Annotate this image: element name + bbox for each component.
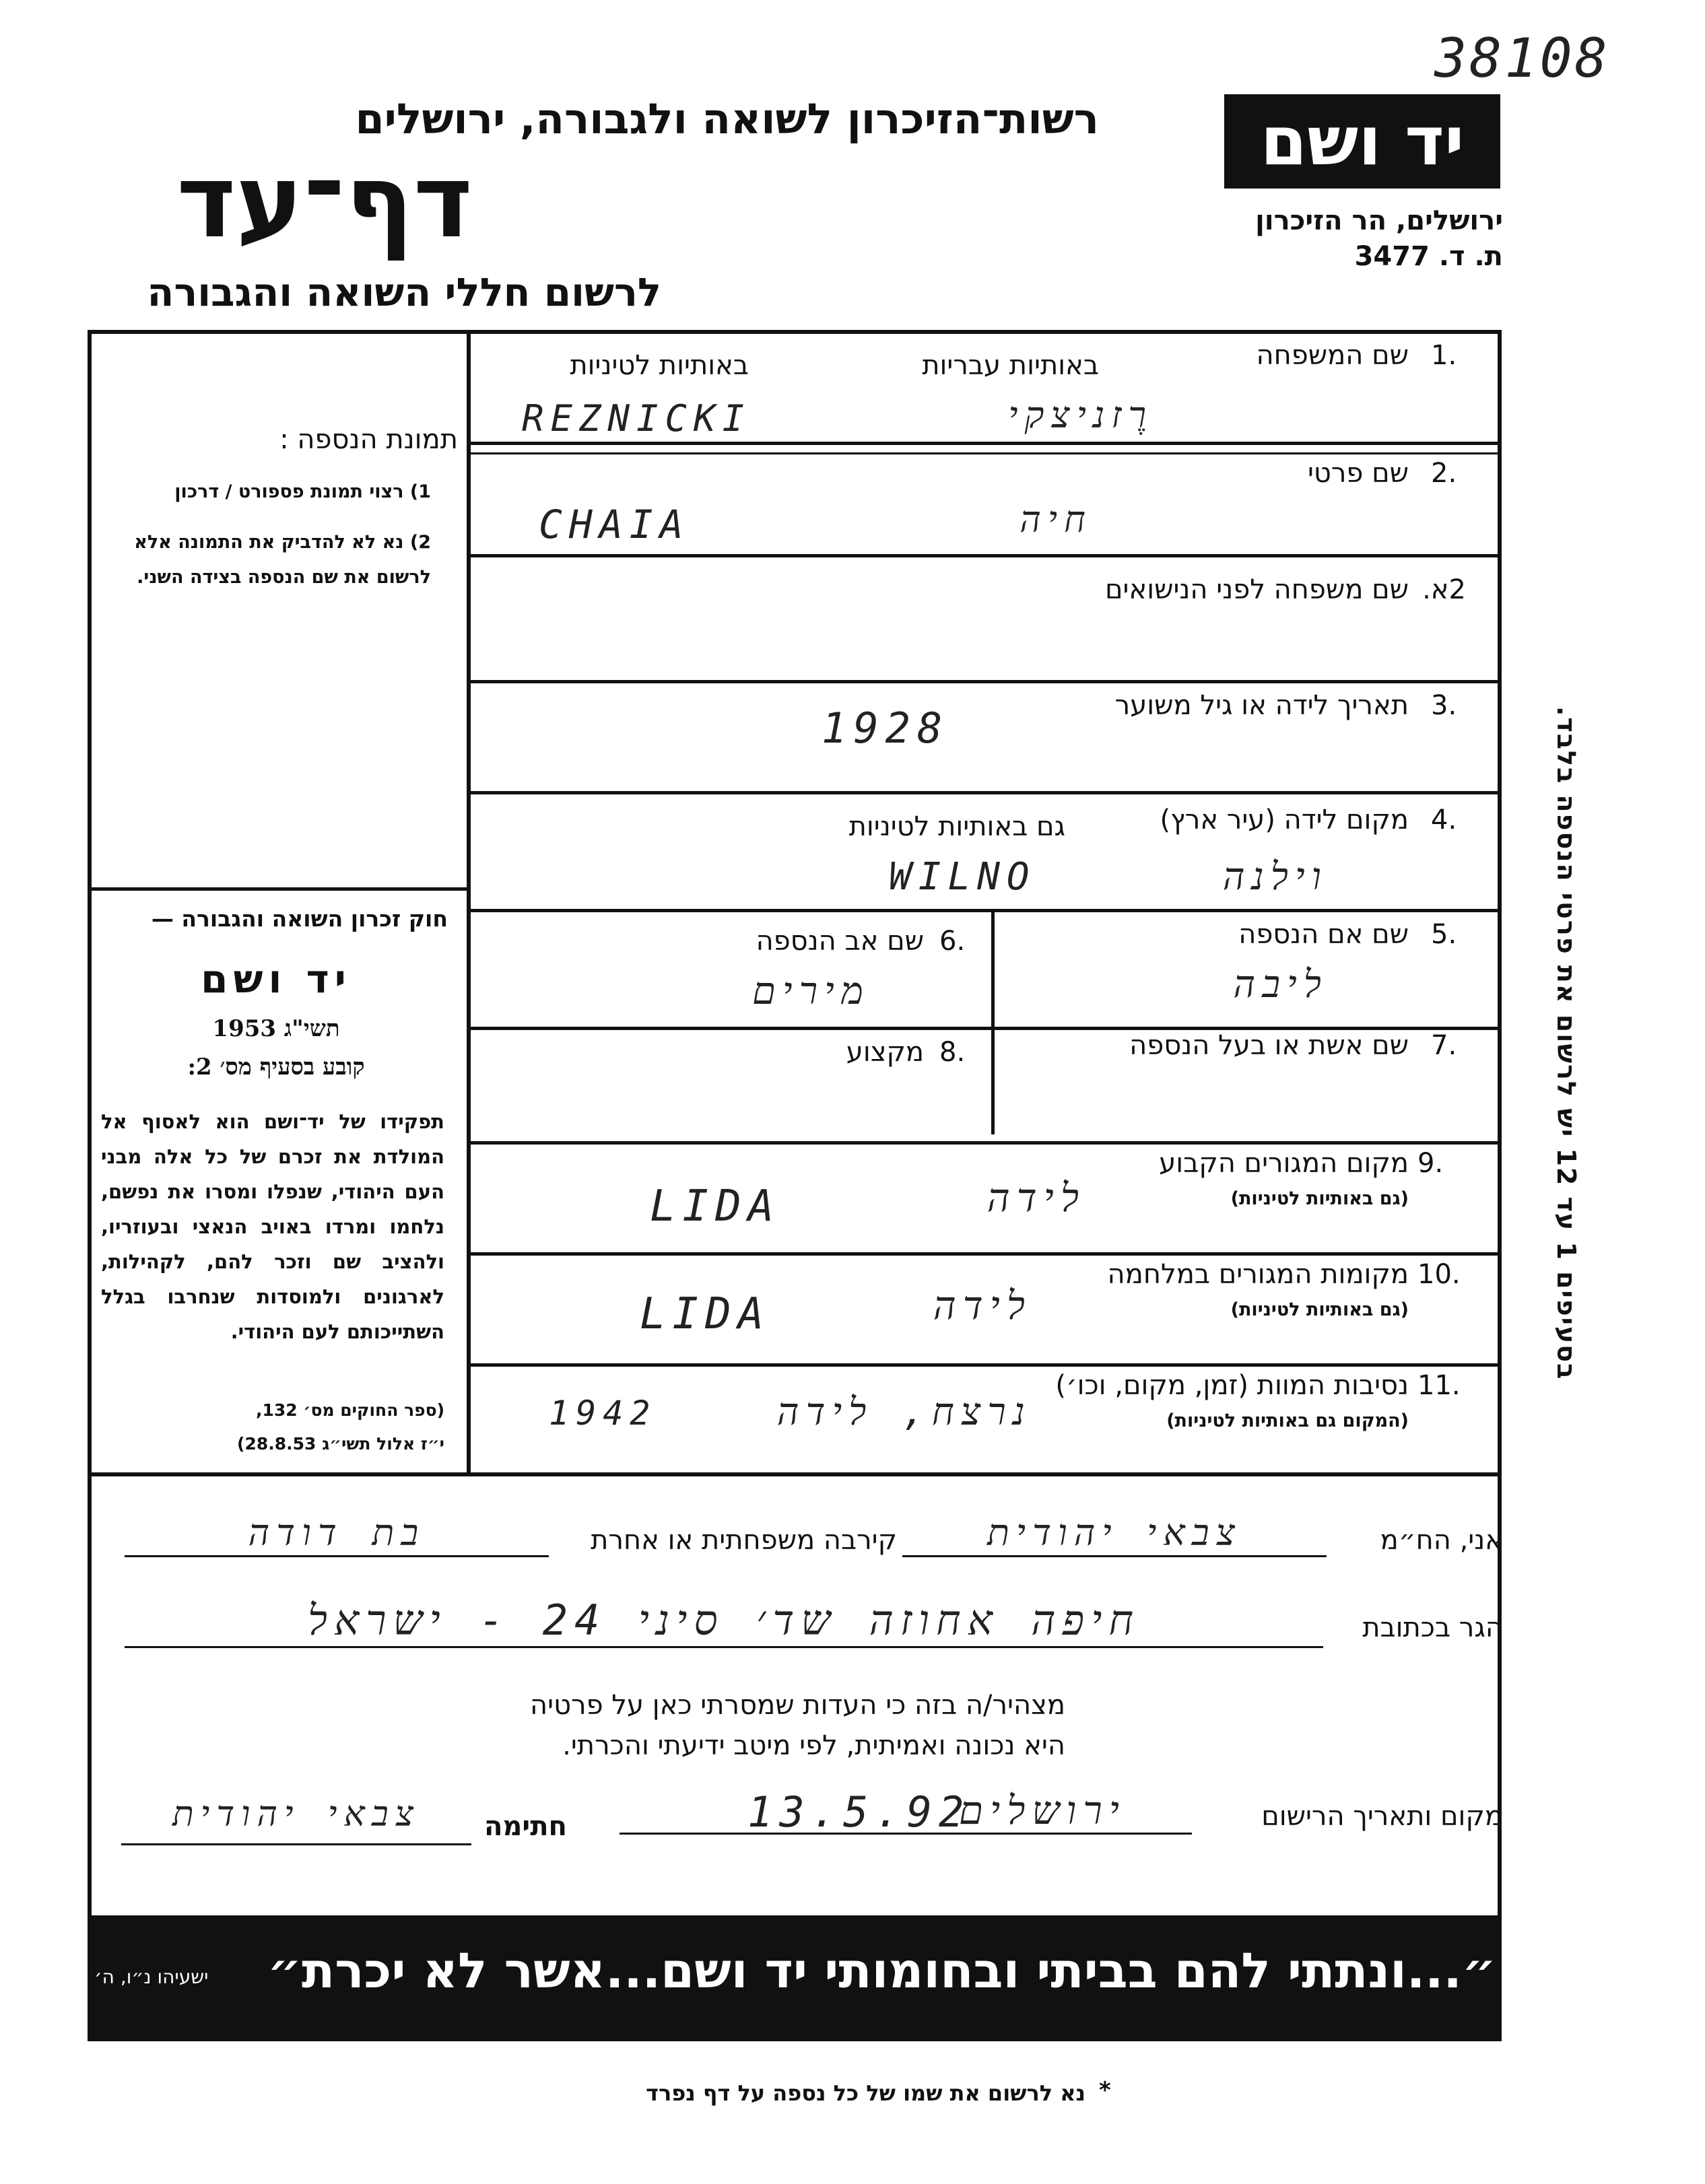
statement-line-1: מצהיר/ה בזה כי העדות שמסרתי כאן על פרטיה <box>530 1690 1065 1721</box>
field-11-hint: (המקום גם באותיות לטיניות) <box>1166 1410 1409 1431</box>
declarant-name[interactable]: צבאי יהודית <box>987 1511 1242 1554</box>
field-4-value-hebrew: וילנה <box>1222 855 1328 899</box>
field-1-number: 1. <box>1431 340 1457 371</box>
field-6-number: 6. <box>939 926 966 957</box>
org-title: רשות־הזיכרון לשואה ולגבורה, ירושלים <box>355 94 1099 143</box>
law-yad-vashem: יד ושם <box>201 956 352 1002</box>
field-11-value-hebrew: נרצח, לידה <box>776 1390 1032 1434</box>
field-1-latin-hint: באותיות לטיניות <box>570 350 749 381</box>
field-8-label: מקצוע <box>846 1037 924 1068</box>
law-source-2: י״ז אלול תשי״ג 28.8.53) <box>237 1434 444 1454</box>
field-6-label: שם אב הנספה <box>756 926 924 957</box>
field-11-number: 11. <box>1417 1370 1461 1401</box>
field-6-value: מירים <box>751 969 870 1013</box>
law-source-1: (ספר החוקים מס׳ 132, <box>256 1400 444 1420</box>
field-9-label: מקום המגורים הקבוע <box>1159 1148 1409 1179</box>
field-2-number: 2. <box>1431 458 1457 489</box>
law-year: תשי"ג 1953 <box>212 1015 340 1042</box>
field-8-number: 8. <box>939 1037 966 1068</box>
field-4-value-latin: WILNO <box>889 855 1036 899</box>
field-1-hebrew-hint: באותיות עבריות <box>922 350 1099 381</box>
place-date-label: מקום ותאריך הרישום <box>1261 1801 1503 1832</box>
photo-box-title: תמונת הנספה : <box>279 424 458 455</box>
form-title: דף־עד <box>176 143 473 261</box>
field-10-value-latin: LIDA <box>640 1289 771 1339</box>
field-10-value-hebrew: לידה <box>933 1283 1032 1328</box>
address-line-2: ת. ד. 3477 <box>1354 241 1503 272</box>
field-5-number: 5. <box>1431 919 1457 950</box>
law-title: חוק זכרון השואה והגבורה — <box>151 906 448 932</box>
field-2-value-latin: CHAIA <box>539 502 690 547</box>
field-10-hint: (גם באותיות לטיניות) <box>1230 1299 1409 1320</box>
banner-source: ישעיהו נ״ו, ה׳ <box>94 1966 209 1988</box>
field-3-value: 1928 <box>822 704 949 753</box>
yad-vashem-logo: יד ושם <box>1224 94 1500 189</box>
field-9-hint: (גם באותיות לטיניות) <box>1230 1188 1409 1209</box>
field-9-number: 9. <box>1417 1148 1444 1179</box>
footer-note: נא לרשום את שמו של כל נספה על דף נפרד <box>646 2080 1085 2106</box>
banner-quote: ״...ונתתי להם בביתי ובחומותי יד ושם...אשר לא יכרת״ <box>267 1942 1496 1999</box>
address-line-1: ירושלים, הר הזיכרון <box>1255 205 1503 236</box>
archive-number: 38108 <box>1434 27 1610 90</box>
photo-note-2: 2) נא לא להדביק את התמונה אלא לרשום את שם הנספה בצידה השני. <box>134 532 431 588</box>
signature[interactable]: צבאי יהודית <box>172 1794 421 1835</box>
field-2-value-hebrew: חיה <box>1019 498 1092 541</box>
field-4-number: 4. <box>1431 805 1457 835</box>
field-9-value-hebrew: לידה <box>987 1175 1085 1221</box>
field-5-label: שם אם הנספה <box>1238 919 1409 950</box>
field-11-value-year: 1942 <box>549 1394 657 1433</box>
statement-line-2: היא נכונה ואמיתית, לפי מיטב ידיעתי והכרתי. <box>562 1730 1065 1761</box>
field-2-label: שם פרטי <box>1307 458 1409 489</box>
relation-label: קירבה משפחתית או אחרת <box>591 1525 897 1556</box>
registration-date[interactable]: 13.5.92 <box>747 1787 971 1837</box>
field-1-value-hebrew: רֶזניצקי <box>1008 394 1153 436</box>
field-2a-label: שם משפחה לפני הנישואים <box>1104 574 1409 605</box>
relation-value[interactable]: בת דודה <box>248 1511 426 1554</box>
address-value[interactable]: חיפה אחוזה שד׳ סיני 24 - ישראל <box>307 1596 1141 1645</box>
field-2a-number: 2א. <box>1422 574 1466 605</box>
signature-label: חתימה <box>483 1811 567 1842</box>
form-subtitle: לרשום חללי השואה והגבורה <box>147 269 661 315</box>
field-10-label: מקומות המגורים במלחמה <box>1107 1259 1409 1290</box>
field-5-value: ליבה <box>1233 963 1328 1006</box>
photo-note-1: 1) רצוי תמונת פספורט / דרכון <box>174 481 431 502</box>
field-9-value-latin: LIDA <box>650 1182 781 1231</box>
field-1-label: שם המשפחה <box>1256 340 1409 371</box>
footer-bullet-icon: * <box>1099 2077 1111 2104</box>
side-note: בסעיפים 1 עד 12 יש לרשום את פרטי הנספה בלבד. <box>1551 706 1581 1380</box>
field-11-label: נסיבות המוות (זמן, מקום, וכו׳) <box>1055 1370 1409 1401</box>
law-text: תפקידו של יד־ושם הוא לאסוף אל המולדת את זכרם של כל אלה מבני העם היהודי, שנפלו ומסרו את נפשם, נלחמו ומרדו באויב הנאצי ובעוזריו, ולהציב שם וזכר להם, לקהילות, לארגונים ולמוסדות שנחרבו בגלל השתייכותם לעם היהודי. <box>101 1110 444 1343</box>
field-4-latin-hint: גם באותיות לטיניות <box>848 811 1065 842</box>
field-1-value-latin: REZNICKI <box>522 397 751 440</box>
field-4-label: מקום לידה (עיר ארץ) <box>1160 805 1409 835</box>
law-clause: קובע בסעיף מס׳ 2: <box>187 1054 365 1081</box>
field-7-label: שם אשת או בעל הנספה <box>1129 1030 1409 1061</box>
declarant-label: אני, הח״מ <box>1380 1525 1503 1556</box>
address-label: הגר בכתובת <box>1362 1612 1503 1643</box>
field-10-number: 10. <box>1417 1259 1461 1290</box>
registration-place[interactable]: ירושלים <box>958 1787 1126 1833</box>
field-3-number: 3. <box>1431 690 1457 721</box>
field-3-label: תאריך לידה או גיל משוער <box>1114 690 1409 721</box>
field-7-number: 7. <box>1431 1030 1457 1061</box>
